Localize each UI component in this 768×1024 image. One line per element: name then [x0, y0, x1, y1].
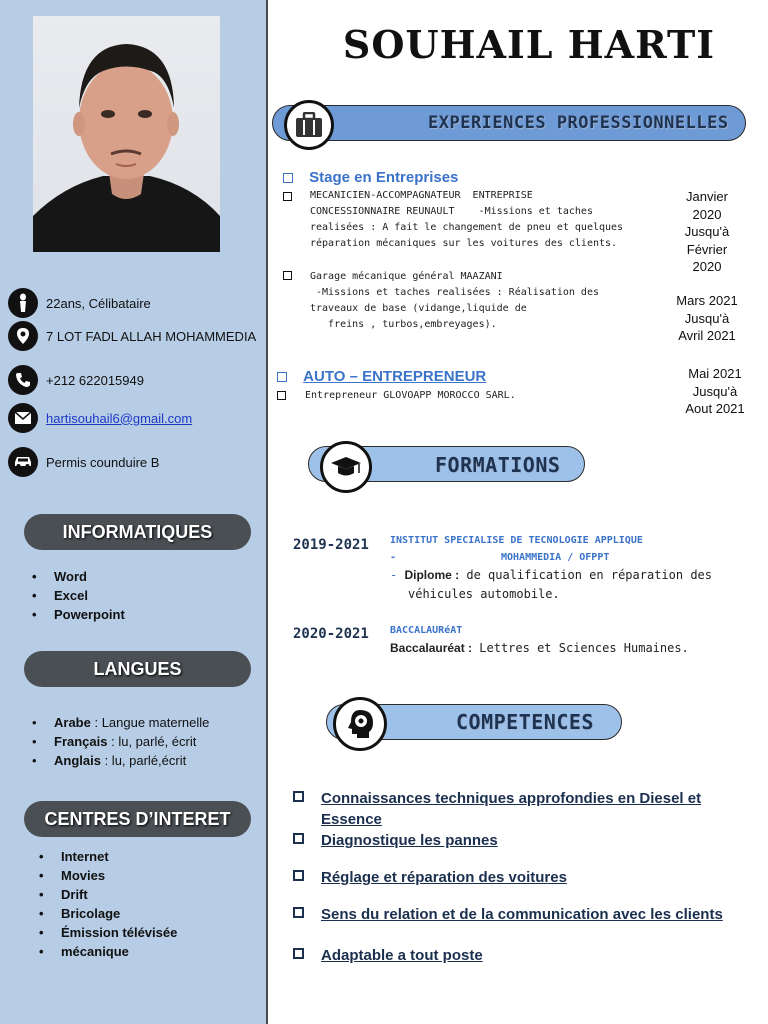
checkbox-icon	[283, 271, 292, 280]
language-name: Anglais	[54, 753, 101, 768]
checkbox-icon	[293, 833, 304, 844]
list-item: • Movies	[33, 866, 177, 885]
list-item: • Drift	[33, 885, 177, 904]
competence-item: Sens du relation et de la communication avec les clients	[293, 904, 753, 925]
contact-text: Permis counduire B	[46, 454, 160, 470]
informatiques-list	[26, 567, 125, 624]
formation-diploma: véhicules automobile.	[408, 587, 560, 601]
contact-phone	[8, 365, 266, 395]
brain-gear-icon	[333, 697, 387, 751]
checkbox-icon	[293, 907, 304, 918]
contact-text: +212 622015949	[46, 372, 144, 388]
list-item	[26, 732, 209, 751]
language-level: : lu, parlé, écrit	[107, 734, 197, 749]
list-item: • Word	[26, 567, 125, 586]
checkbox-icon	[293, 870, 304, 881]
formation-diploma: - Diplome : de qualification en réparation des	[390, 568, 712, 582]
formation-years: 2020-2021	[293, 626, 369, 642]
checkbox-icon	[283, 192, 292, 201]
langues-list	[26, 713, 209, 770]
interets-heading: CENTRES D’INTERET	[24, 801, 251, 837]
mail-icon	[8, 403, 38, 433]
list-item	[26, 751, 209, 770]
group-title: Stage en Entreprises	[309, 169, 459, 186]
experience-group-stage	[283, 169, 458, 186]
car-icon	[8, 447, 38, 477]
checkbox-icon	[277, 391, 286, 400]
phone-icon	[8, 365, 38, 395]
competence-item: Connaissances techniques approfondies en Diesel et Essence	[293, 788, 753, 830]
job-description: Garage mécanique général MAAZANI -Missions et taches realisées : Réalisation des traveaux de base (vidange,liquide de freins , turbos,embreyages).	[310, 271, 599, 330]
location-icon	[8, 321, 38, 351]
profile-photo	[33, 16, 220, 252]
checkbox-icon	[293, 791, 304, 802]
job-dates: Mai 2021 Jusqu'à Aout 2021	[685, 366, 745, 416]
contact-address	[8, 321, 266, 351]
list-item: • Excel	[26, 586, 125, 605]
list-item: • mécanique	[33, 942, 177, 961]
formations-heading: FORMATIONS	[435, 453, 561, 477]
contact-age	[8, 288, 266, 318]
contact-license	[8, 447, 266, 477]
language-name: Arabe	[54, 715, 91, 730]
formation-school: BACCALAURéAT	[390, 625, 463, 636]
competence-item: Réglage et réparation des voitures	[293, 867, 753, 888]
list-item: • Powerpoint	[26, 605, 125, 624]
formation-diploma: Baccalauréat : Lettres et Sciences Humaines.	[390, 641, 689, 655]
group-title: AUTO – ENTREPRENEUR	[303, 368, 487, 385]
experience-heading: EXPERIENCES PROFESSIONNELLES	[428, 113, 729, 133]
job-description: Entrepreneur GLOVOAPP MOROCCO SARL.	[305, 390, 516, 401]
email-link[interactable]: hartisouhail6@gmail.com	[46, 410, 193, 426]
job-description: MECANICIEN-ACCOMPAGNATEUR ENTREPRISE CONCESSIONNAIRE REUNAULT -Missions et taches realisées : A fait le changement de pneu et quelques réparation mécaniques sur les voitures des clients.	[310, 190, 624, 249]
competences-heading: COMPETENCES	[456, 710, 594, 734]
checkbox-icon	[293, 948, 304, 959]
experience-group-auto	[277, 368, 486, 385]
job-dates: Mars 2021 Jusqu'à Avril 2021	[676, 293, 738, 343]
contact-text: 7 LOT FADL ALLAH MOHAMMEDIA	[46, 328, 257, 344]
formation-school: MOHAMMEDIA / OFPPT	[501, 552, 610, 563]
language-level: : lu, parlé,écrit	[100, 753, 187, 768]
briefcase-icon	[284, 100, 334, 150]
portrait-photo	[33, 16, 220, 252]
person-icon	[8, 288, 38, 318]
list-item: • Bricolage	[33, 904, 177, 923]
language-level: : Langue maternelle	[90, 715, 210, 730]
contact-text: 22ans, Célibataire	[46, 295, 151, 311]
formation-years: 2019-2021	[293, 537, 369, 553]
candidate-name: SOUHAIL HARTI	[342, 22, 716, 67]
formation-dash: -	[390, 552, 397, 563]
list-item: • Internet	[33, 847, 177, 866]
language-name: Français	[54, 734, 108, 749]
langues-heading: LANGUES	[24, 651, 251, 687]
competence-item: Diagnostique les pannes	[293, 830, 753, 851]
interets-list	[33, 847, 177, 961]
checkbox-icon	[283, 173, 293, 183]
graduation-cap-icon	[320, 441, 372, 493]
checkbox-icon	[277, 372, 287, 382]
formation-school: INSTITUT SPECIALISE DE TECNOLOGIE APPLIQUE	[390, 535, 643, 546]
sidebar	[0, 0, 268, 1024]
job-dates: Janvier 2020 Jusqu'à Février 2020	[684, 189, 730, 274]
informatiques-heading: INFORMATIQUES	[24, 514, 251, 550]
competence-item: Adaptable a tout poste	[293, 945, 753, 966]
list-item: • Émission télévisée	[33, 923, 177, 942]
contact-email[interactable]	[8, 403, 266, 433]
list-item	[26, 713, 209, 732]
